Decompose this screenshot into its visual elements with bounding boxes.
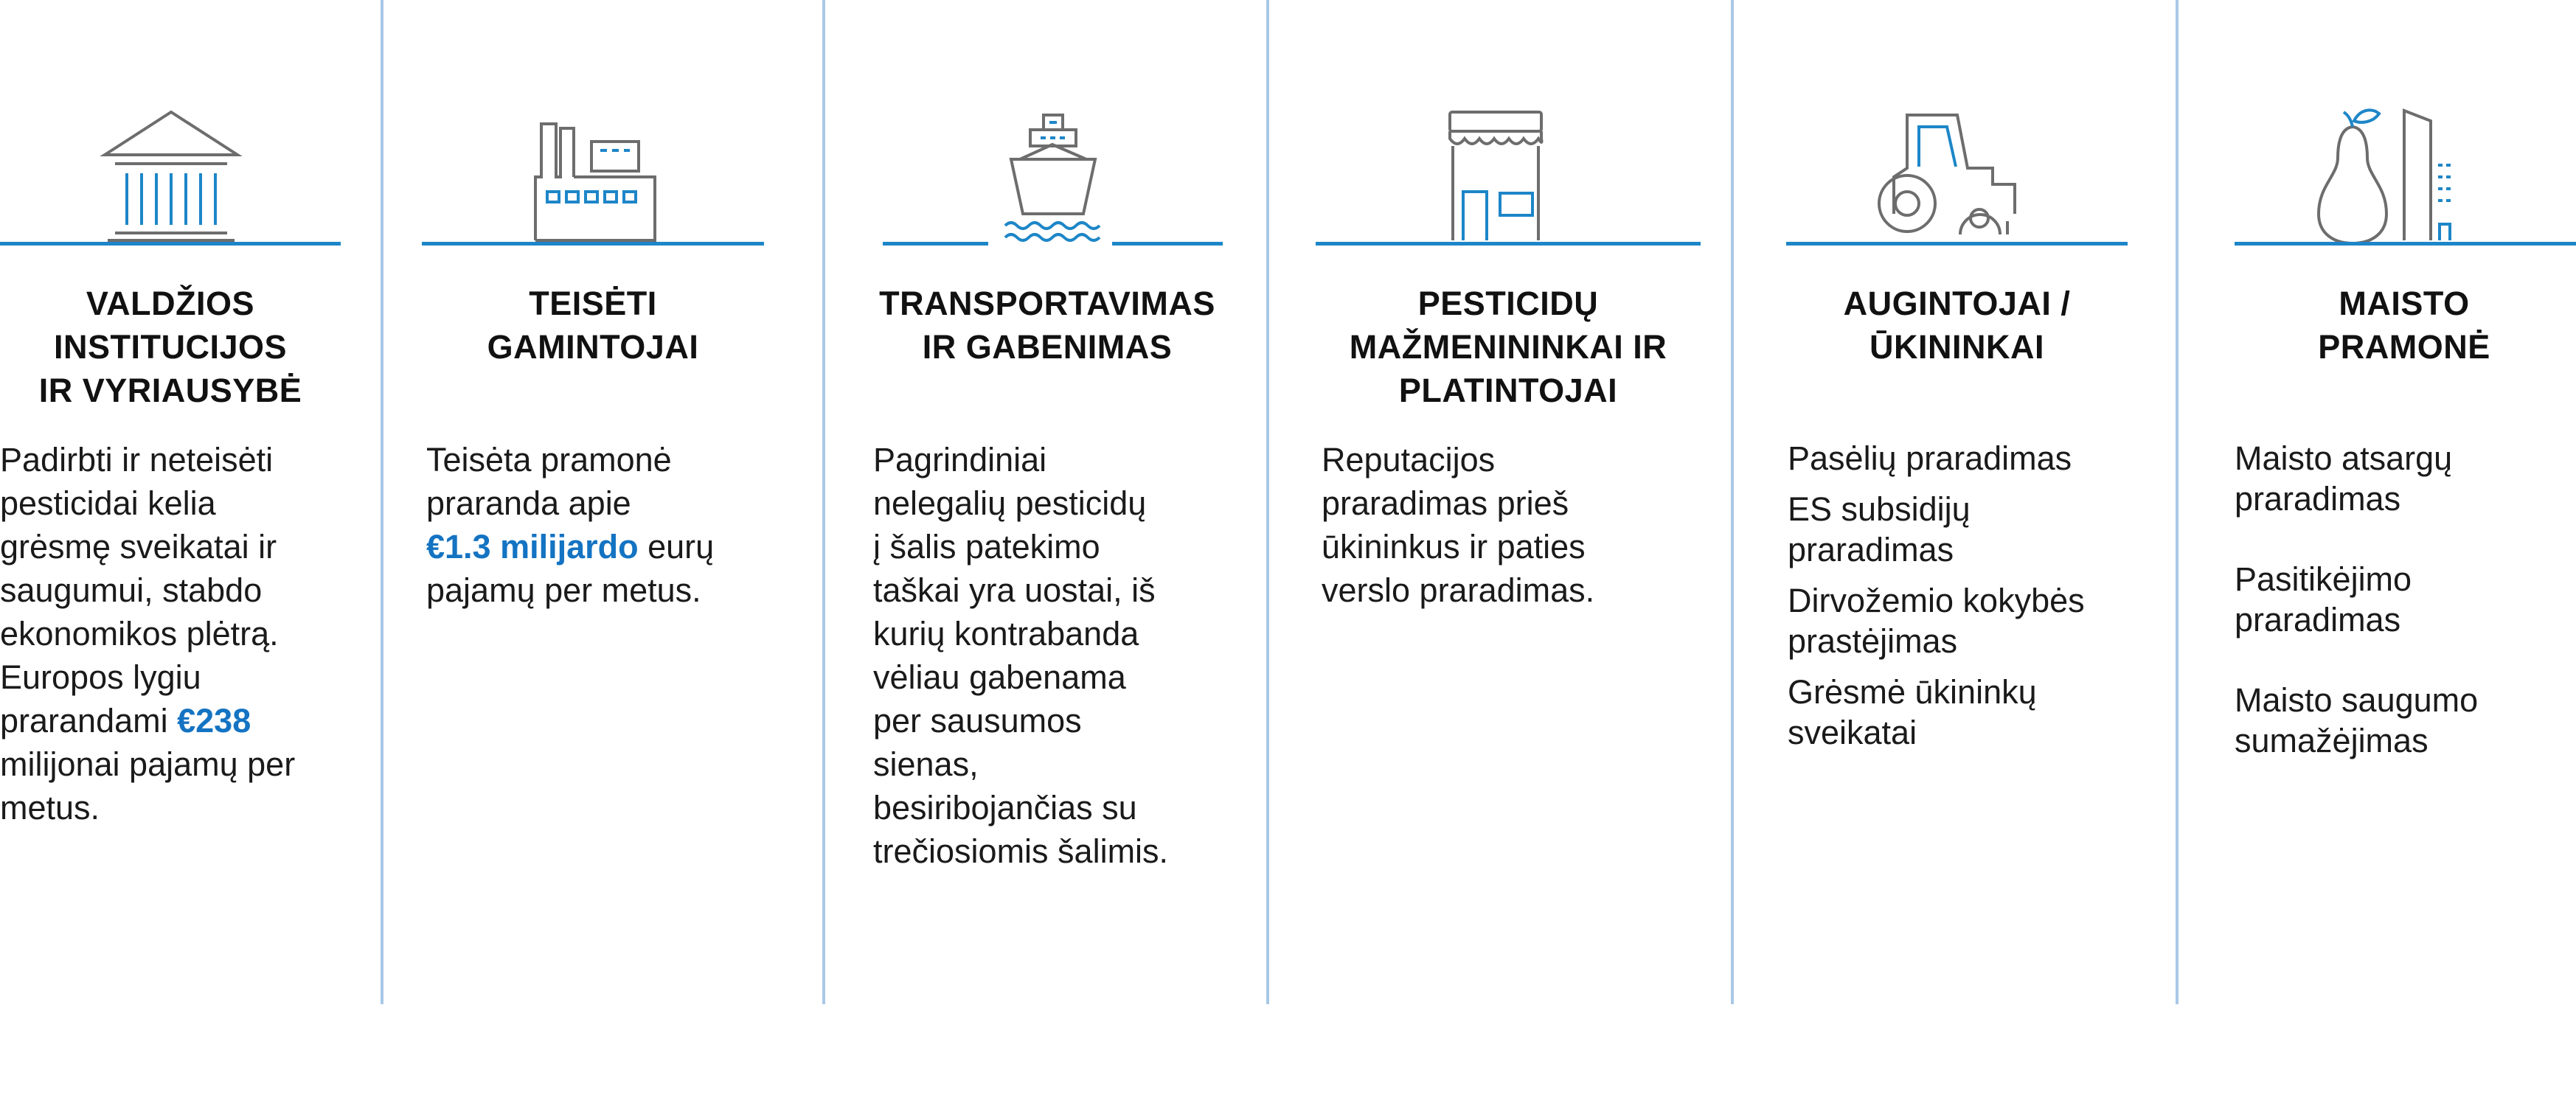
column-description: [2235, 438, 2478, 801]
text-line: Padirbti ir neteisėti: [0, 441, 274, 479]
text-line: sumažėjimas: [2235, 722, 2429, 759]
text-line: praradimas: [2235, 601, 2401, 638]
column-description: [873, 438, 1168, 873]
section-rule: [1112, 242, 1223, 246]
title-line: VALDŽIOS: [86, 285, 255, 322]
column-divider-4: [1731, 0, 1734, 1004]
list-item: [2235, 680, 2478, 761]
text-fragment: eurų: [638, 528, 715, 566]
title-line: PESTICIDŲ: [1417, 285, 1599, 322]
title-line: INSTITUCIJOS: [53, 328, 288, 366]
title-line: PRAMONĖ: [2318, 328, 2490, 366]
text-line: praradimas: [1788, 531, 1954, 568]
column-title: [0, 282, 341, 412]
text-line: Maisto atsargų: [2235, 439, 2453, 477]
government-building-icon: [44, 103, 295, 251]
column-divider-2: [822, 0, 825, 1004]
column-title: [2235, 282, 2574, 369]
text-line: į šalis patekimo: [873, 528, 1100, 566]
section-rule: [1786, 242, 2128, 246]
text-line: Pasitikėjimo: [2235, 560, 2412, 598]
text-line: grėsmę sveikatai ir: [0, 528, 277, 566]
text-line: ūkininkus ir paties: [1322, 528, 1586, 566]
text-line: metus.: [0, 789, 100, 827]
text-fragment: prarandami: [0, 702, 178, 740]
column-divider-1: [381, 0, 383, 1004]
title-line: AUGINTOJAI /: [1843, 285, 2071, 322]
text-line: sveikatai: [1788, 714, 1917, 751]
factory-icon: [479, 103, 730, 251]
list-item: [2235, 559, 2478, 640]
text-line: [0, 699, 295, 742]
list-item: [1788, 438, 2085, 479]
column-description: [426, 438, 714, 612]
column-title: [855, 282, 1239, 369]
section-rule: [0, 242, 341, 246]
title-line: PLATINTOJAI: [1398, 372, 1618, 409]
text-line: besiribojančias su: [873, 789, 1137, 827]
text-line: nelegalių pesticidų: [873, 484, 1147, 522]
column-description: [0, 438, 295, 829]
text-line: trečiosiomis šalimis.: [873, 832, 1169, 870]
text-line: taškai yra uostai, iš: [873, 571, 1156, 609]
text-line: pesticidai kelia: [0, 484, 216, 522]
text-line: praradimas prieš: [1322, 484, 1569, 522]
title-line: TEISĖTI: [529, 285, 657, 322]
title-line: GAMINTOJAI: [487, 328, 699, 366]
pear-building-icon: [2286, 103, 2537, 251]
list-item: [1788, 672, 2085, 753]
title-line: TRANSPORTAVIMAS: [879, 285, 1215, 322]
column-divider-3: [1266, 0, 1269, 1004]
highlight-amount: €238: [177, 702, 251, 740]
text-line: ES subsidijų: [1788, 490, 1971, 528]
section-rule: [883, 242, 988, 246]
column-divider-5: [2176, 0, 2179, 1004]
text-line: vėliau gabenama: [873, 658, 1126, 696]
column-title: [1316, 282, 1701, 412]
title-line: MAŽMENININKAI IR: [1349, 328, 1667, 366]
text-line: Pagrindiniai: [873, 441, 1047, 479]
text-line: Europos lygiu: [0, 658, 201, 696]
ship-icon: [926, 103, 1176, 251]
text-line: sienas,: [873, 745, 979, 783]
text-line: prastėjimas: [1788, 622, 1958, 660]
highlight-amount: €1.3 milijardo: [426, 528, 639, 566]
text-line: saugumui, stabdo: [0, 571, 263, 609]
tractor-icon: [1822, 103, 2072, 251]
column-title: [1786, 282, 2128, 369]
text-line: praranda apie: [426, 484, 631, 522]
text-line: per sausumos: [873, 702, 1082, 740]
text-line: Maisto saugumo: [2235, 681, 2479, 719]
title-line: ŪKININKAI: [1869, 328, 2044, 366]
list-item: [1788, 489, 2085, 570]
column-description: [1788, 438, 2085, 763]
text-line: pajamų per metus.: [426, 571, 701, 609]
text-line: verslo praradimas.: [1322, 571, 1595, 609]
text-line: praradimas: [2235, 480, 2401, 518]
text-line: Dirvožemio kokybės: [1788, 582, 2085, 619]
text-line: Teisėta pramonė: [426, 441, 672, 479]
list-item: [2235, 438, 2478, 519]
shop-icon: [1370, 103, 1621, 251]
text-line: Grėsmė ūkininkų: [1788, 673, 2037, 711]
text-line: [426, 525, 714, 568]
section-rule: [1316, 242, 1701, 246]
title-line: IR GABENIMAS: [922, 328, 1173, 366]
title-line: IR VYRIAUSYBĖ: [38, 372, 302, 409]
section-rule: [2235, 242, 2576, 246]
text-line: ekonomikos plėtrą.: [0, 615, 279, 653]
list-item: [1788, 580, 2085, 661]
column-title: [422, 282, 764, 369]
text-line: milijonai pajamų per: [0, 745, 296, 783]
text-line: kurių kontrabanda: [873, 615, 1139, 653]
text-line: Pasėlių praradimas: [1788, 439, 2072, 477]
section-rule: [422, 242, 764, 246]
column-description: [1322, 438, 1594, 612]
title-line: MAISTO: [2339, 285, 2470, 322]
text-line: Reputacijos: [1322, 441, 1496, 479]
